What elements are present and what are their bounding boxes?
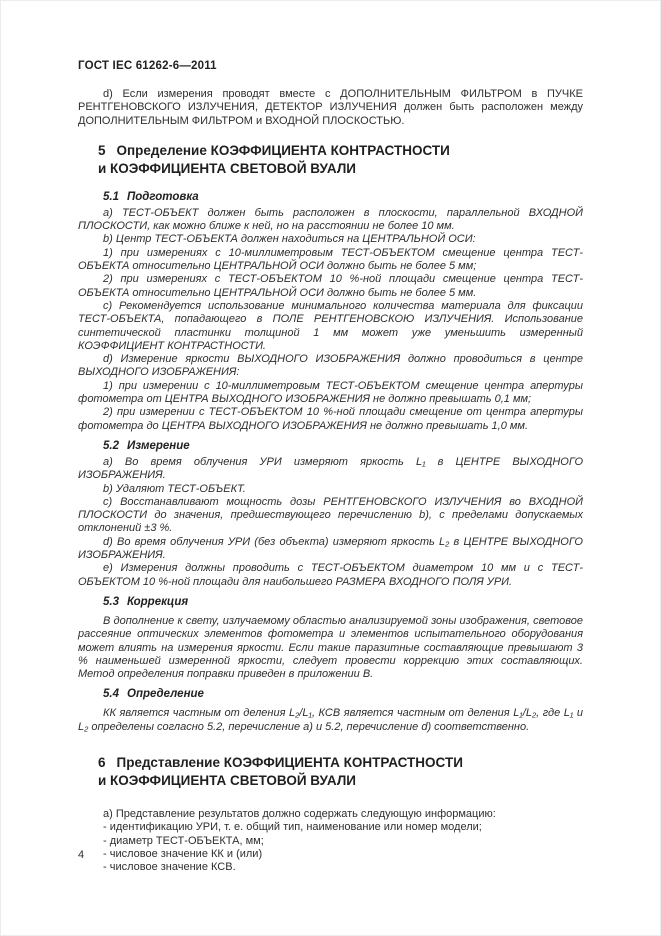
page-number: 4 (78, 849, 85, 861)
para-5-2-e: e) Измерения должны проводить с ТЕСТ-ОБЪЕКТОМ диаметром 10 мм и с ТЕСТ-ОБЪЕКТОМ 10 %-ной площади для наибольшего РАЗМЕРА ВХОДНОГО ПОЛЯ УРИ. (78, 562, 583, 588)
subsection-5-2-title: Измерение (127, 439, 190, 452)
para-5-4: КК является частным от деления L₂/L₁, КСВ является частным от деления L₁/L₂, где L₁ и L₂ определены согласно 5.2, перечисление a) и 5.2, перечисление d) соответственно. (78, 707, 583, 733)
para-5-1-d1: 1) при измерении с 10-миллиметровым ТЕСТ-ОБЪЕКТОМ смещение центра апертуры фотометра от ЦЕНТРА ВЫХОДНОГО ИЗОБРАЖЕНИЯ не должно превышать 0,1 мм; (78, 379, 583, 406)
subsection-5-2-number: 5.2 (103, 439, 119, 452)
para-6-a: a) Представление результатов должно содержать следующую информацию: (103, 807, 496, 820)
subsection-5-3-title: Коррекция (127, 595, 189, 608)
subsection-5-1-heading (103, 190, 583, 204)
para-6-item-1: - идентификацию УРИ, т. е. общий тип, наименование или номер модели; (103, 821, 482, 834)
document-id-header: ГОСТ IEC 61262-6—2011 (78, 60, 217, 72)
subsection-5-4-number: 5.4 (103, 688, 119, 701)
section-5-heading-line1 (98, 142, 583, 160)
subsection-5-2-heading (103, 439, 583, 453)
para-5-1-d: d) Измерение яркости ВЫХОДНОГО ИЗОБРАЖЕНИЯ должно проводиться в центре ВЫХОДНОГО ИЗОБРАЖЕНИЯ: (78, 353, 583, 379)
subsection-5-1-title: Подготовка (127, 190, 199, 203)
para-6-item-3: - числовое значение КК и (или) (103, 847, 263, 860)
section-6-number: 6 (98, 754, 106, 770)
section-5-number: 5 (98, 142, 106, 158)
intro-paragraph-d: d) Если измерения проводят вместе с ДОПОЛНИТЕЛЬНЫМ ФИЛЬТРОМ в ПУЧКЕ РЕНТГЕНОВСКОГО ИЗЛУЧЕНИЯ, ДЕТЕКТОР ИЗЛУЧЕНИЯ должен быть расположен между ДОПОЛНИТЕЛЬНЫМ ФИЛЬТРОМ и ВХОДНОЙ ПЛОСКОСТЬЮ. (78, 88, 583, 127)
subsection-5-1-number: 5.1 (103, 190, 119, 203)
para-5-1-b1: 1) при измерениях с 10-миллиметровым ТЕСТ-ОБЪЕКТОМ смещение центра ТЕСТ-ОБЪЕКТА относительно ЦЕНТРАЛЬНОЙ ОСИ должно быть не более 5 мм; (78, 246, 583, 273)
subsection-5-4-title: Определение (127, 688, 204, 701)
section-5-title-line2: и КОЭФФИЦИЕНТА СВЕТОВОЙ ВУАЛИ (98, 160, 356, 176)
para-5-1-b2: 2) при измерениях с ТЕСТ-ОБЪЕКТОМ 10 %-ной площади смещение центра ТЕСТ-ОБЪЕКТА относительно ЦЕНТРАЛЬНОЙ ОСИ должно быть не более 5 мм. (78, 273, 583, 299)
para-5-1-a: a) ТЕСТ-ОБЪЕКТ должен быть расположен в плоскости, параллельной ВХОДНОЙ ПЛОСКОСТИ, как можно ближе к ней, но на расстоянии не более 10 мм. (78, 206, 583, 233)
para-5-2-b: b) Удаляют ТЕСТ-ОБЪЕКТ. (103, 482, 246, 495)
subsection-5-4-heading (103, 687, 583, 701)
section-6-title-line1: Представление КОЭФФИЦИЕНТА КОНТРАСТНОСТИ (116, 754, 463, 770)
para-5-3: В дополнение к свету, излучаемому областью анализируемой зоны изображения, световое рассеяние оптических элементов фотометра и элементов испытательного оборудования может влиять на измерения яркости. Если такие паразитные составляющие превышают 3 % наименьшей измеренной яркости, следует провести коррекцию этих составляющих. Метод определения поправки приведен в приложении B. (78, 614, 583, 681)
section-6-heading (98, 754, 583, 790)
subsection-5-3-number: 5.3 (103, 595, 119, 608)
para-5-2-a: a) Во время облучения УРИ измеряют яркость L₁ в ЦЕНТРЕ ВЫХОДНОГО ИЗОБРАЖЕНИЯ. (78, 455, 583, 482)
para-6-item-2: - диаметр ТЕСТ-ОБЪЕКТА, мм; (103, 834, 264, 847)
para-5-2-c: c) Восстанавливают мощность дозы РЕНТГЕНОВСКОГО ИЗЛУЧЕНИЯ во ВХОДНОЙ ПЛОСКОСТИ до значения, предшествующего перечислению b), с пределами допускаемых отклонений ±3 %. (78, 495, 583, 535)
para-5-1-b: b) Центр ТЕСТ-ОБЪЕКТА должен находиться на ЦЕНТРАЛЬНОЙ ОСИ: (103, 233, 476, 246)
para-6-item-4: - числовое значение КСВ. (103, 861, 236, 874)
para-5-2-d: d) Во время облучения УРИ (без объекта) измеряют яркость L₂ в ЦЕНТРЕ ВЫХОДНОГО ИЗОБРАЖЕНИЯ. (78, 535, 583, 562)
para-5-1-c: c) Рекомендуется использование минимального количества материала для фиксации ТЕСТ-ОБЪЕКТА, попадающего в ПОЛЕ РЕНТГЕНОВСКОЮ ИЗЛУЧЕНИЯ. Использование синтетической пластинки толщиной 1 мм может уже уменьшить измеренный КОЭФФИЦИЕНТ КОНТРАСТНОСТИ. (78, 299, 583, 352)
section-5-title-line1: Определение КОЭФФИЦИЕНТА КОНТРАСТНОСТИ (116, 142, 450, 158)
para-5-1-d2: 2) при измерении с ТЕСТ-ОБЪЕКТОМ 10 %-ной площади смещение от центра апертуры фотометра до ЦЕНТРА ВЫХОДНОГО ИЗОБРАЖЕНИЯ не должно превышать 1,0 мм. (78, 406, 583, 432)
subsection-5-3-heading (103, 595, 583, 609)
section-5-heading (98, 142, 583, 178)
section-6-title-line2: и КОЭФФИЦИЕНТА СВЕТОВОЙ ВУАЛИ (98, 772, 356, 788)
section-6-heading-line1 (98, 754, 583, 772)
